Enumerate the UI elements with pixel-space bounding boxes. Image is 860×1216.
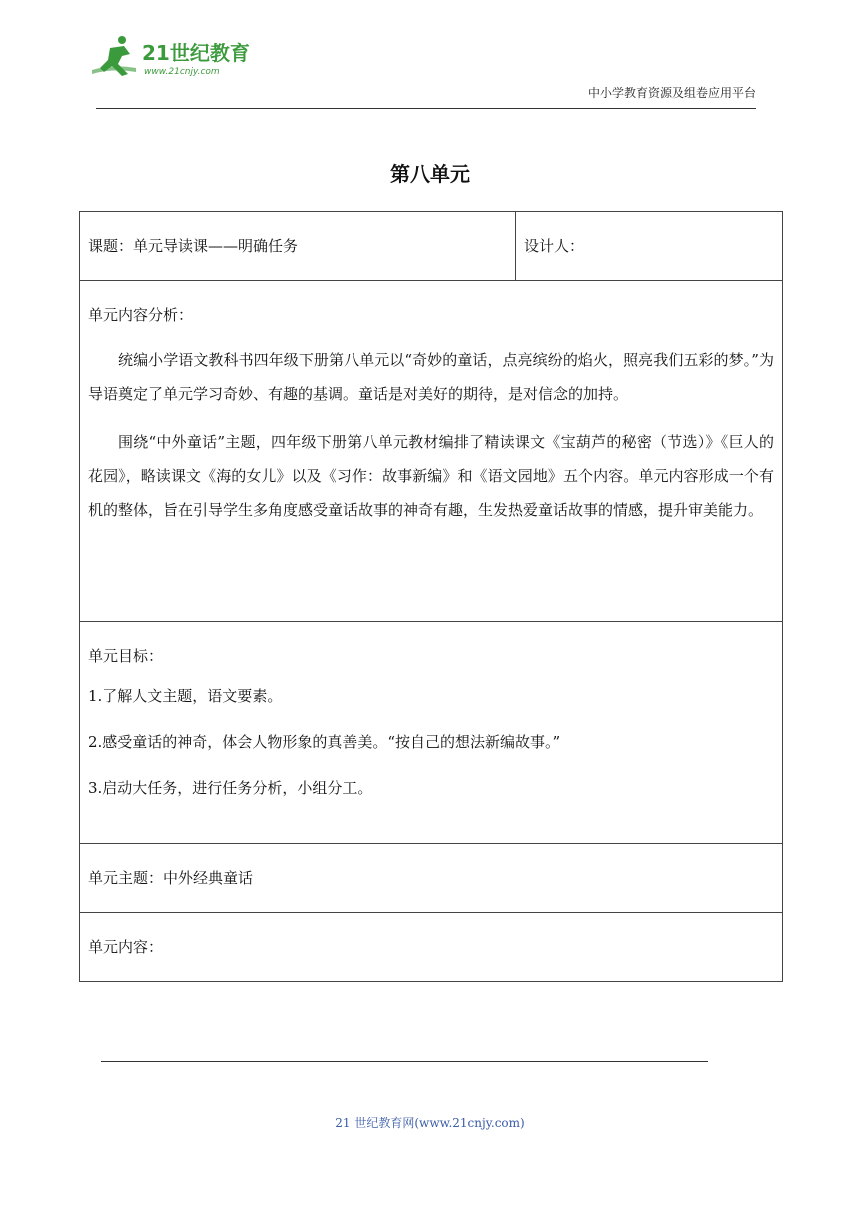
- logo-text: 21世纪教育: [142, 41, 250, 65]
- designer-cell: 设计人：: [516, 212, 783, 281]
- logo-url: www.21cnjy.com: [144, 67, 220, 77]
- analysis-paragraph-2: 围绕“中外童话”主题，四年级下册第八单元教材编排了精读课文《宝葫芦的秘密（节选）》《巨人的花园》，略读课文《海的女儿》以及《习作：故事新编》和《语文园地》五个内容。单元内容形成一个有机的整体，旨在引导学生多角度感受童话故事的神奇有趣，生发热爱童话故事的情感，提升审美能力。: [88, 433, 774, 519]
- analysis-paragraph-1: 统编小学语文教科书四年级下册第八单元以“奇妙的童话，点亮缤纷的焰火，照亮我们五彩的梦。”为导语奠定了单元学习奇妙、有趣的基调。童话是对美好的期待，是对信念的加持。: [88, 351, 774, 403]
- footer-link[interactable]: 21 世纪教育网(www.21cnjy.com): [335, 1116, 525, 1130]
- unit-content-cell: 单元内容：: [80, 913, 783, 982]
- table-row: [80, 913, 783, 982]
- lesson-plan-table: [79, 211, 783, 982]
- goals-label: 单元目标：: [88, 647, 164, 665]
- table-row: [80, 844, 783, 913]
- header-divider: [96, 108, 756, 109]
- goal-item: 2.感受童话的神奇，体会人物形象的真善美。“按自己的想法新编故事。”: [88, 733, 561, 751]
- footer-divider: [101, 1061, 708, 1062]
- page-title: 第八单元: [390, 162, 470, 186]
- table-row: [80, 281, 783, 622]
- unit-goals-cell: [80, 622, 783, 844]
- goal-item: 1.了解人文主题，语文要素。: [88, 687, 283, 705]
- goal-item: 3.启动大任务，进行任务分析，小组分工。: [88, 779, 373, 797]
- table-row: [80, 212, 783, 281]
- runner-icon: [92, 36, 136, 76]
- content-analysis-cell: [80, 281, 783, 622]
- table-row: [80, 622, 783, 844]
- unit-theme-cell: 单元主题：中外经典童话: [80, 844, 783, 913]
- analysis-label: 单元内容分析：: [88, 306, 194, 324]
- site-logo: [92, 34, 262, 80]
- platform-name: 中小学教育资源及组卷应用平台: [587, 86, 756, 100]
- lesson-title-cell: 课题：单元导读课——明确任务: [80, 212, 516, 281]
